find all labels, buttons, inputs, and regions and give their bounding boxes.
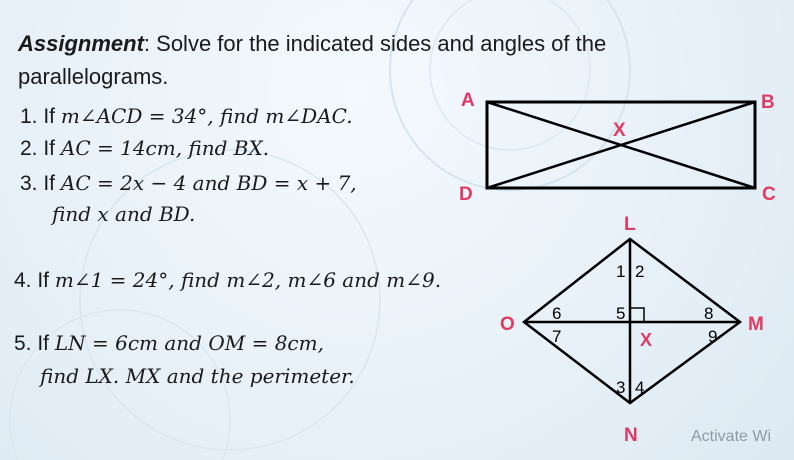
problem-4-text: m∠1 = 24°, find m∠2, m∠6 and m∠9. xyxy=(54,268,442,292)
vertex-l-label: L xyxy=(624,214,636,235)
problem-1-text: m∠ACD = 34°, find m∠DAC. xyxy=(60,104,353,128)
angle-8-label: 8 xyxy=(704,304,714,323)
angle-6-label: 6 xyxy=(552,304,562,323)
problem-3: 3. If AC = 2x − 4 and BD = x + 7, xyxy=(20,171,357,195)
angle-4-label: 4 xyxy=(635,378,645,397)
vertex-d-label: D xyxy=(459,184,473,205)
problem-3-cont: find x and BD. xyxy=(52,202,196,226)
rectangle-figure xyxy=(455,90,785,210)
problem-2-text: AC = 14cm, find BX. xyxy=(60,136,270,160)
activate-windows-watermark: Activate Wi xyxy=(691,428,772,445)
angle-5-label: 5 xyxy=(616,304,626,323)
angle-9-label: 9 xyxy=(708,327,718,346)
rhombus-figure xyxy=(490,205,790,450)
angle-2-label: 2 xyxy=(635,262,645,281)
title-line2: parallelograms. xyxy=(18,64,169,89)
problem-4: 4. If m∠1 = 24°, find m∠2, m∠6 and m∠9. xyxy=(14,268,442,292)
vertex-b-label: B xyxy=(761,92,775,113)
problem-3-text: AC = 2x − 4 and BD = x + 7, xyxy=(60,171,357,195)
title-rest: : Solve for the indicated sides and angles of the xyxy=(143,31,607,56)
assignment-title xyxy=(18,27,698,93)
vertex-c-label: C xyxy=(762,184,776,205)
problem-5-text: LN = 6cm and OM = 8cm, xyxy=(54,331,324,355)
center-x-label-rhombus: X xyxy=(640,330,653,350)
problem-5: 5. If LN = 6cm and OM = 8cm, xyxy=(14,331,324,355)
right-angle-marker xyxy=(630,308,644,322)
problem-1: 1. If m∠ACD = 34°, find m∠DAC. xyxy=(20,104,353,128)
angle-3-label: 3 xyxy=(616,378,626,397)
vertex-m-label: M xyxy=(748,314,764,335)
problem-2: 2. If AC = 14cm, find BX. xyxy=(20,136,270,160)
problem-5-cont: find LX. MX and the perimeter. xyxy=(40,364,355,388)
vertex-a-label: A xyxy=(461,90,475,111)
center-x-label: X xyxy=(613,120,626,141)
angle-1-label: 1 xyxy=(616,262,626,281)
vertex-o-label: O xyxy=(500,314,515,335)
vertex-n-label: N xyxy=(624,425,638,446)
title-bold: Assignment xyxy=(18,31,144,56)
angle-7-label: 7 xyxy=(552,327,562,346)
